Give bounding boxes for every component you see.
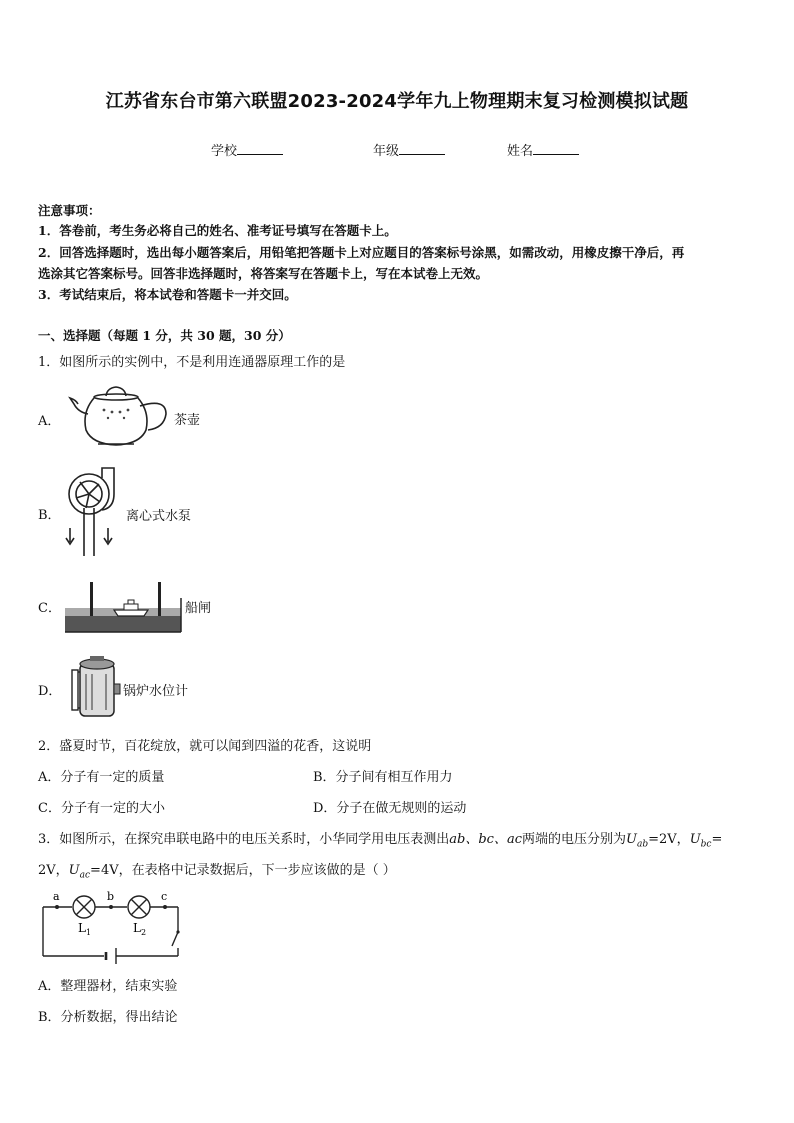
q1-option-a-label: A． — [38, 414, 61, 429]
school-field[interactable] — [211, 140, 283, 159]
page-title: 江苏省东台市第六联盟2023-2024学年九上物理期末复习检测模拟试题 — [105, 91, 689, 112]
centrifugal-pump-image — [62, 464, 122, 556]
lamp-l2-label: $L_2$ — [133, 921, 147, 937]
point-c-label: c — [161, 890, 168, 903]
notes-heading: 注意事项： — [38, 203, 101, 218]
q2-option-c[interactable]: C．分子有一定的大小 — [38, 801, 165, 816]
q1-option-c-caption: 船闸 — [185, 601, 212, 616]
q2-option-d[interactable]: D．分子在做无规则的运动 — [313, 801, 467, 816]
q2-stem: 2．盛夏时节，百花绽放，就可以闻到四溢的花香，这说明 — [38, 739, 372, 754]
q3-stem-line-1: 3．如图所示，在探究串联电路中的电压关系时，小华同学用电压表测出ab、bc、ac两端的电压分别为$U_{ab}=2V$，$U_{bc}=$ — [38, 832, 723, 850]
name-field[interactable] — [507, 140, 579, 159]
q2-option-b[interactable]: B．分子间有相互作用力 — [313, 770, 453, 785]
q2-option-a[interactable]: A．分子有一定的质量 — [38, 770, 165, 785]
point-b-label: b — [107, 890, 115, 903]
note-item-2-line-2: 选涂其它答案标号。回答非选择题时，将答案写在答题卡上，写在本试卷上无效。 — [38, 266, 489, 281]
school-label: 学校 — [211, 144, 238, 159]
ship-lock-image — [64, 578, 182, 634]
section-heading: 一、选择题（每题 1 分，共 30 题，30 分） — [38, 328, 291, 343]
boiler-gauge-image — [70, 654, 122, 720]
point-a-label: a — [53, 890, 60, 903]
q1-stem: 1．如图所示的实例中，不是利用连通器原理工作的是 — [38, 355, 346, 370]
q1-option-a-caption: 茶壶 — [174, 413, 201, 428]
grade-field[interactable] — [373, 140, 445, 159]
q1-option-d-label: D． — [38, 684, 62, 699]
note-item-2-line-1: 2．回答选择题时，选出每小题答案后，用铅笔把答题卡上对应题目的答案标号涂黑，如需改动，用橡皮擦干净后，再 — [38, 245, 685, 260]
q1-option-d-caption: 锅炉水位计 — [123, 684, 189, 699]
q3-option-a[interactable]: A．整理器材，结束实验 — [38, 979, 178, 994]
circuit-diagram — [38, 888, 186, 968]
name-label: 姓名 — [507, 144, 534, 159]
q1-option-b-label: B． — [38, 508, 61, 523]
note-item-1: 1．答卷前，考生务必将自己的姓名、准考证号填写在答题卡上。 — [38, 223, 397, 238]
q1-option-b-caption: 离心式水泵 — [126, 509, 192, 524]
q3-option-b[interactable]: B．分析数据，得出结论 — [38, 1010, 178, 1025]
grade-label: 年级 — [373, 144, 400, 159]
q3-stem-line-2: 2V，$U_{ac}=4V$，在表格中记录数据后，下一步应该做的是（ ） — [38, 863, 396, 881]
q1-option-c-label: C． — [38, 601, 61, 616]
teapot-image — [68, 384, 174, 450]
lamp-l1-label: $L_1$ — [78, 921, 92, 937]
note-item-3: 3．考试结束后，将本试卷和答题卡一并交回。 — [38, 287, 297, 302]
